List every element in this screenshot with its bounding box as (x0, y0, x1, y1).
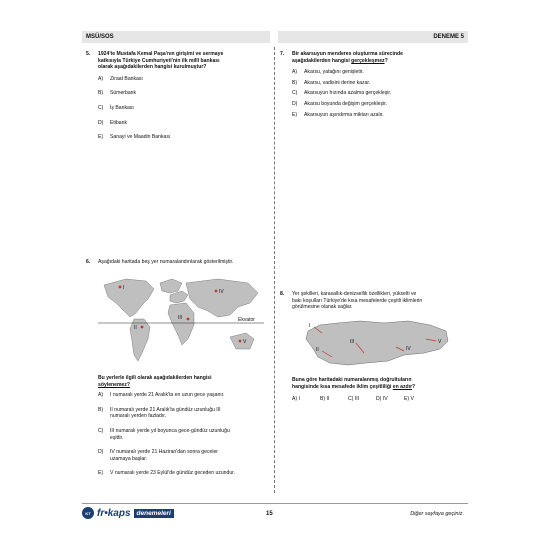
question-5 (86, 51, 270, 149)
option-b[interactable]: B) II numaralı yerde 21 Aralık'ta gündüz uzunluğu III numaralı yerden fazladır. (98, 406, 221, 420)
map-label-v: V (243, 339, 247, 345)
map-label-iii: III (178, 315, 183, 321)
europe-shape (170, 291, 188, 303)
africa-shape (168, 303, 194, 345)
logo-subtitle: denemeleri (134, 509, 174, 518)
option-a[interactable]: A) I (292, 396, 300, 403)
option-b[interactable]: B) Akarsu, vadisini derine kazar. (292, 79, 371, 86)
question-number: 6. (86, 259, 91, 265)
question-6 (86, 259, 270, 266)
question-number: 7. (280, 51, 285, 57)
option-d[interactable]: D) IV numaralı yerde 21 Haziran'dan sonra geceler uzamaya başlar. (98, 449, 219, 462)
question-number: 8. (280, 291, 285, 297)
option-a[interactable]: A) Akarsu, yatağını genişletir. (292, 69, 364, 76)
turkey-shape (306, 321, 448, 365)
map-label-iv: IV (406, 346, 411, 352)
question-8-ask (280, 377, 466, 403)
option-a[interactable]: A) I numaralı yerde 21 Aralık'ta en uzun gece yaşanır. (98, 392, 225, 399)
greenland-shape (160, 279, 182, 293)
map-label-iii: III (350, 339, 355, 345)
world-map (98, 273, 264, 369)
page-number: 15 (266, 511, 273, 517)
options (98, 392, 270, 477)
marker-ii (141, 326, 144, 329)
logo-wordmark: fr•kaps (97, 507, 131, 519)
south-america-shape (130, 319, 150, 361)
marker-v (239, 340, 242, 343)
map-label-equator: Ekvator (238, 317, 255, 323)
header-left: MSÜ/SOS (82, 31, 270, 43)
option-e[interactable]: E) Akarsuyun aşındırma miktarı azalır. (292, 111, 384, 118)
header-right: DENEME 5 (278, 31, 468, 43)
options (292, 396, 466, 403)
column-divider (274, 47, 275, 493)
question-6-ask (86, 375, 270, 485)
map-label-ii: II (316, 347, 319, 353)
option-a[interactable]: A) Ziraat Bankası (98, 75, 143, 82)
question-stem: Buna göre haritadaki numaralanmış doğrultuların hangisinde kısa mesafede iklim çeşitliliği en azdır? (292, 377, 416, 390)
option-d[interactable]: D) Akarsu boyunda değişim gerçekleşir. (292, 100, 387, 107)
options (98, 76, 270, 141)
exam-page (82, 29, 468, 523)
logo-badge-icon: KT (82, 507, 94, 519)
turkey-map (304, 317, 452, 371)
option-c[interactable]: C) III (348, 396, 360, 403)
option-c[interactable]: C) Akarsuyun hızında azalma gerçekleşir. (292, 90, 392, 97)
question-8 (280, 291, 466, 311)
option-b[interactable]: B) II (320, 396, 330, 403)
options (292, 69, 466, 118)
footer-divider (82, 503, 468, 504)
option-d[interactable]: D) Etibank (98, 119, 127, 126)
option-e[interactable]: E) Sanayi ve Maadin Bankası (98, 134, 171, 141)
brand-logo (82, 507, 174, 519)
option-c[interactable]: C) İş Bankası (98, 104, 134, 111)
question-intro: Aşağıdaki haritada beş yer numaralandırılarak gösterilmiştir. (98, 259, 234, 265)
marker-iii (187, 318, 190, 321)
map-label-iv: IV (219, 289, 224, 295)
question-stem: 1924'te Mustafa Kemal Paşa'nın girişimi ve sermaye katkısıyla Türkiye Cumhuriyeti'nin ilk millî bankası olarak aşağıdakilerden hangisi kurulmuştur? (98, 51, 224, 71)
asia-shape (186, 279, 258, 317)
map-label-ii: II (134, 325, 137, 331)
option-e[interactable]: E) V numaralı yerde 23 Eylül'de gündüz geceden uzundur. (98, 470, 236, 477)
question-7 (280, 51, 466, 122)
option-c[interactable]: C) III numaralı yerde yıl boyunca gece-gündüz uzunluğu eşittir. (98, 427, 230, 441)
option-b[interactable]: B) Sümerbank (98, 90, 137, 97)
australia-shape (230, 333, 254, 349)
question-stem: Bu yerlerle ilgili olarak aşağıdakilerden hangisi söylenemez? (98, 375, 212, 388)
map-label-i: I (123, 285, 125, 291)
question-intro: Yer şekilleri, karasallık-denizsellik özellikleri, yükselti ve bakı koşulları Türkiye'de kısa mesafelerde çeşitli iklimlerin görülmesine olanak sağlar. (292, 291, 423, 311)
north-america-shape (104, 279, 154, 317)
question-stem: Bir akarsuyun menderes oluşturma sürecinde aşağıdakilerden hangisi gerçekleşmez? (292, 51, 403, 64)
question-number: 5. (86, 51, 91, 57)
marker-i (119, 285, 125, 291)
next-page-note: Diğer sayfaya geçiniz. (410, 511, 464, 517)
option-d[interactable]: D) IV (376, 396, 388, 403)
map-label-i: I (309, 323, 311, 329)
option-e[interactable]: E) V (404, 396, 414, 403)
map-label-v: V (438, 339, 442, 345)
marker-iv (215, 290, 218, 293)
